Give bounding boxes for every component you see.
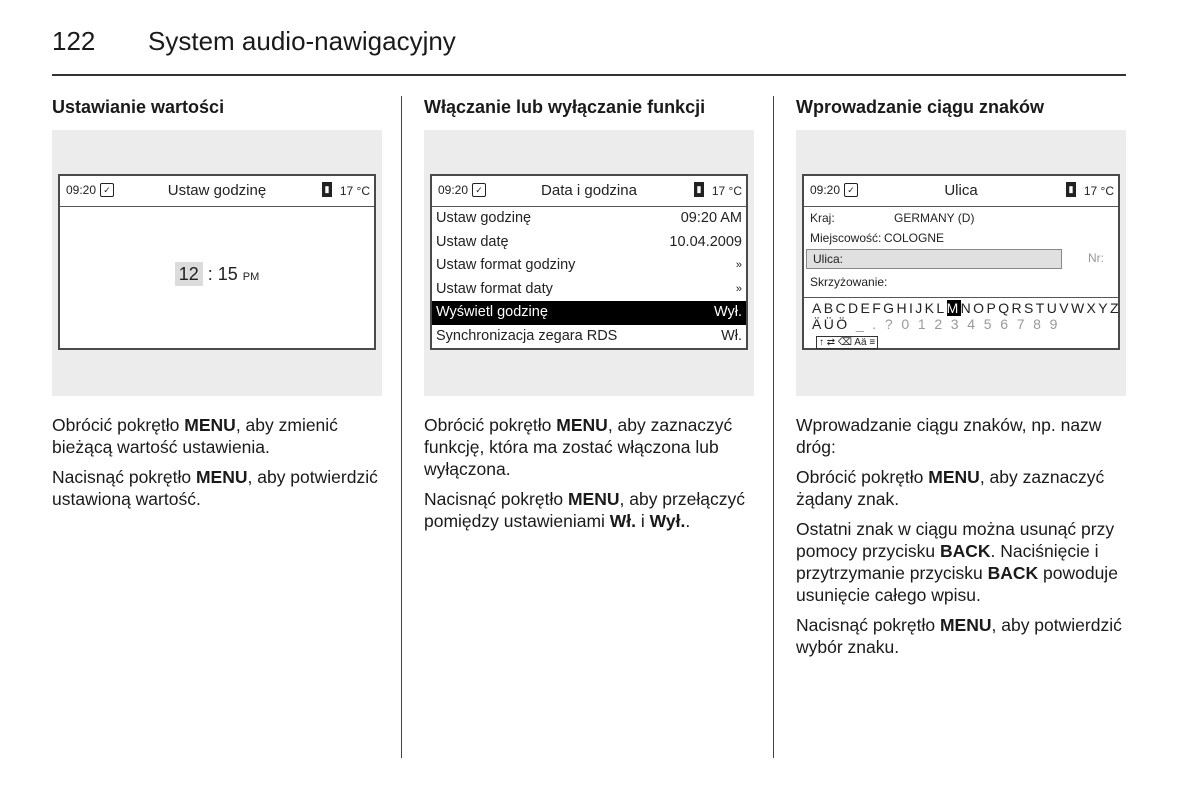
special-keys-icon: ↑ ⇄ ⌫ Aä ≡: [816, 336, 878, 349]
temperature: 17 °C: [1083, 184, 1114, 198]
chevron-right-icon: »: [735, 259, 742, 271]
thermometer-icon: ▮: [694, 182, 704, 197]
screen-illustration: [424, 130, 754, 396]
screen-illustration: [52, 130, 382, 396]
header-rule: [52, 74, 1126, 76]
section-heading: Wprowadzanie ciągu znaków: [796, 97, 1045, 117]
paragraph: Nacisnąć pokrętło MENU, aby przełączyć pomiędzy ustawieniami Wł. i Wył..: [424, 489, 745, 531]
status-bar: [804, 176, 1118, 207]
section-text: [424, 414, 760, 540]
keyboard-row: ABCDEFGHIJKLMNOPQRSTUVWXYZ: [812, 300, 1121, 316]
menu-row: Ustaw format daty »: [432, 278, 746, 302]
screen-title: Ustaw godzinę: [167, 182, 267, 199]
paragraph: Nacisnąć pokrętło MENU, aby potwierdzić wybór znaku.: [796, 615, 1122, 657]
page-header: [52, 26, 456, 57]
clock-icon: ✓: [100, 183, 114, 197]
clock-icon: ✓: [844, 183, 858, 197]
section-toggle-function: [424, 96, 760, 531]
section-heading: Ustawianie wartości: [52, 97, 225, 117]
clock-time: 09:20: [66, 183, 97, 197]
menu-row-selected: Wyświetl godzinę Wył.: [432, 301, 746, 325]
intersection-field: Skrzyżowanie:: [810, 275, 888, 289]
section-text: [796, 414, 1132, 666]
paragraph: Obrócić pokrętło MENU, aby zmienić bieżącą wartość ustawienia.: [52, 415, 338, 457]
city-field: Miejscowość: COLOGNE: [810, 231, 945, 245]
temperature: 17 °C: [339, 184, 370, 198]
display-screen: [802, 174, 1120, 350]
street-row: [804, 249, 1118, 271]
section-string-input: [796, 96, 1132, 657]
selected-character: M: [946, 300, 961, 316]
status-bar: [432, 176, 746, 207]
temperature: 17 °C: [711, 184, 742, 198]
screen-title: Data i godzina: [541, 182, 637, 199]
menu-row: Ustaw godzinę 09:20 AM: [436, 210, 742, 226]
paragraph: Ostatni znak w ciągu można usunąć przy pomocy przycisku BACK. Naciśnięcie i przytrzymanie przycisku BACK powoduje usunięcie całego wpisu.: [796, 519, 1118, 605]
ampm-value: PM: [242, 271, 260, 283]
number-label: Nr:: [1088, 251, 1104, 265]
page-title: System audio-nawigacyjny: [148, 26, 456, 56]
paragraph: Wprowadzanie ciągu znaków, np. nazw dróg:: [796, 415, 1102, 457]
column-divider: [773, 96, 774, 758]
menu-row: Ustaw datę 10.04.2009: [436, 233, 742, 250]
time-separator: :: [202, 264, 218, 284]
chevron-right-icon: »: [735, 282, 742, 295]
status-bar: [60, 176, 374, 207]
paragraph: Obrócić pokrętło MENU, aby zaznaczyć funkcję, która ma zostać włączona lub wyłączona.: [424, 415, 733, 479]
display-screen: [58, 174, 376, 350]
street-input: Ulica:: [806, 249, 1062, 269]
paragraph: Nacisnąć pokrętło MENU, aby potwierdzić ustawioną wartość.: [52, 467, 378, 509]
country-field: Kraj: GERMANY (D): [810, 211, 975, 225]
clock-icon: ✓: [472, 183, 486, 197]
section-heading: Włączanie lub wyłączanie funkcji: [424, 97, 706, 117]
paragraph: Obrócić pokrętło MENU, aby zaznaczyć żądany znak.: [796, 467, 1105, 509]
keyboard-row: ÄÜÖ _ . ? 0 1 2 3 4 5 6 7 8 9↑ ⇄ ⌫ Aä ≡: [812, 316, 1060, 348]
column-divider: [401, 96, 402, 758]
thermometer-icon: ▮: [322, 182, 332, 197]
page-number: 122: [52, 26, 96, 56]
section-setting-value: [52, 96, 388, 509]
display-screen: [430, 174, 748, 350]
clock-time: 09:20: [810, 183, 841, 197]
time-value: [60, 264, 374, 285]
clock-time: 09:20: [438, 183, 469, 197]
hour-value: 12: [175, 262, 203, 286]
thermometer-icon: ▮: [1066, 182, 1076, 197]
menu-row: Synchronizacja zegara RDS Wł.: [436, 327, 742, 344]
screen-illustration: [796, 130, 1126, 396]
menu-row: Ustaw format godziny »: [432, 254, 746, 278]
screen-title: Ulica: [944, 182, 978, 199]
character-keyboard: [804, 297, 1121, 351]
section-text: [52, 414, 388, 518]
minute-value: 15: [217, 264, 238, 284]
